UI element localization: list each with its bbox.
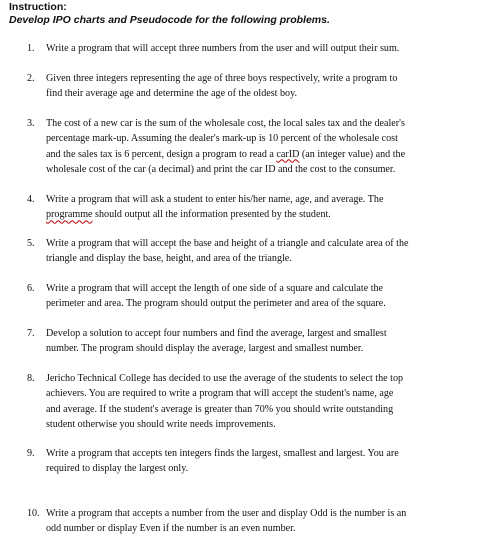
problem-line [46,149,405,160]
problem-line: Jericho Technical College has decided to use the average of the students to select the top [46,373,404,384]
problem-number: 3. [27,118,35,129]
problem-text [46,71,457,102]
problem-text [46,41,457,56]
problem-line-part: should output all the information presented by the student. [92,209,331,221]
problem-item-7 [27,326,457,357]
problem-line: Develop a solution to accept four numbers and find the average, largest and smallest [46,328,387,339]
problem-line: Write a program that will ask a student to enter his/her name, age, and average. The [46,194,384,205]
problem-line: Given three integers representing the age of three boys respectively, write a program to [46,73,398,84]
problem-line: find their average age and determine the age of the oldest boy. [46,88,298,100]
problem-line [46,209,331,220]
problem-number: 7. [27,328,35,339]
problem-text [46,116,457,177]
problem-line: Write a program that will accept the base and height of a triangle and calculate area of the [46,238,409,249]
problem-number: 10. [27,508,40,519]
problem-item-1 [27,41,457,56]
problem-line: wholesale cost of the car (a decimal) and print the car ID and the cost to the consumer. [46,163,396,175]
problem-line: Write a program that accepts ten integers finds the largest, smallest and largest. You are [46,448,399,459]
problem-number: 6. [27,283,35,294]
problem-line: required to display the largest only. [46,463,189,475]
problem-line: perimeter and area. The program should output the perimeter and area of the square. [46,298,386,310]
problem-line: Write a program that accepts a number from the user and display Odd is the number is an [46,508,407,519]
problem-text [46,371,457,432]
problem-text [46,326,457,357]
problem-item-10 [27,506,457,537]
problem-item-9 [27,446,457,477]
problem-line: odd number or display Even if the number is an even number. [46,523,296,535]
problem-line: student otherwise you should write needs improvements. [46,418,276,430]
problem-line: and average. If the student's average is greater than 70% you should write outstanding [46,403,394,415]
problem-number: 1. [27,43,35,54]
problem-number: 2. [27,73,35,84]
problem-number: 8. [27,373,35,384]
problem-text [46,236,457,267]
problem-line: Write a program that will accept the length of one side of a square and calculate the [46,283,384,294]
problem-number: 5. [27,238,35,249]
problem-line: triangle and display the base, height, and area of the triangle. [46,253,292,265]
problem-line: achievers. You are required to write a program that will accept the student's name, age [46,388,394,400]
problem-item-2 [27,71,457,102]
problem-item-8 [27,371,457,432]
problem-item-6 [27,281,457,312]
instruction-label: Instruction: [9,1,67,13]
spellcheck-flagged-word: carID [276,148,300,160]
problem-item-5 [27,236,457,267]
problem-line-part: (an integer value) and the [299,148,406,160]
problem-item-4 [27,192,457,223]
problem-line: The cost of a new car is the sum of the wholesale cost, the local sales tax and the dealer's [46,118,405,129]
problem-line: Write a program that will accept three numbers from the user and will output their sum. [46,43,400,54]
problem-text [46,281,457,312]
problem-number: 9. [27,448,35,459]
problem-text [46,506,457,537]
problem-number: 4. [27,194,35,205]
spellcheck-flagged-word: programme [46,209,93,221]
problem-line: percentage mark-up. Assuming the dealer's mark-up is 10 percent of the wholesale cost [46,133,398,145]
instruction-text: Develop IPO charts and Pseudocode for the following problems. [9,14,330,26]
problem-item-3 [27,116,457,177]
problem-text [46,192,457,223]
problem-line: number. The program should display the average, largest and smallest number. [46,343,364,355]
problem-text [46,446,457,477]
problem-line-part: and the sales tax is 6 percent, design a program to read a [46,148,277,160]
